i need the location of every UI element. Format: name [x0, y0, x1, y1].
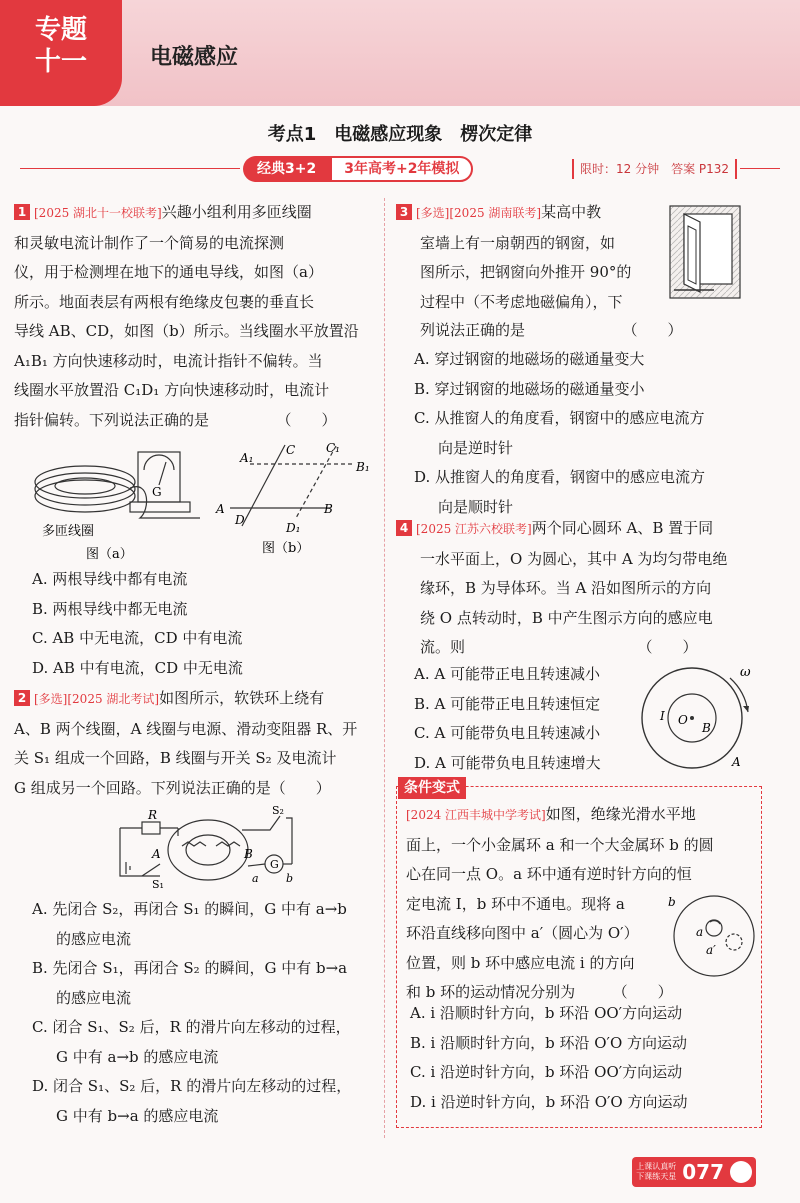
q2-fig-R: R	[148, 808, 158, 822]
q4-rings-figure	[630, 660, 770, 770]
section-title: 考点1 电磁感应现象 楞次定律	[267, 124, 533, 145]
q2-fig-b: b	[286, 872, 294, 885]
q1-line: A₁B₁ 方向快速移动时，电流计指针不偏转。当	[14, 351, 323, 370]
variant-option: A. i 沿顺时针方向，b 环沿 OO′方向运动	[410, 1004, 683, 1022]
q4-fig-B: B	[702, 721, 711, 735]
q3-option: D. 从推窗人的角度看，钢窗中的感应电流方	[414, 468, 706, 486]
pill-years: 3年高考+2年模拟	[330, 156, 473, 182]
q3-option: C. 从推窗人的角度看，钢窗中的感应电流方	[414, 409, 705, 427]
q1-line: 指针偏转。下列说法正确的是 （ ）	[14, 410, 337, 429]
q4-line: 一水平面上，O 为圆心，其中 A 为均匀带电绝	[420, 549, 728, 568]
time-limit-box: 限时：12 分钟 答案 P132	[572, 159, 737, 179]
q4-line: 缘环，B 为导体环。当 A 沿如图所示的方向	[420, 579, 712, 597]
question-4	[396, 514, 766, 663]
q2-fig-A: A	[152, 847, 161, 861]
q1-text: 兴趣小组利用多匝线圈	[161, 203, 312, 221]
q3-line: 室墙上有一扇朝西的钢窗，如	[420, 233, 616, 252]
q1-fig-A1: A₁	[240, 451, 254, 465]
variant-line: 心在同一点 O。a 环中通有逆时针方向的恒	[406, 865, 692, 883]
section-rule-left	[20, 168, 240, 169]
q2-option-cont: 的感应电流	[56, 929, 132, 948]
q1-fig-B1: B₁	[356, 460, 370, 474]
mascot-icon	[730, 1161, 752, 1183]
q1-fig-a-label: 图（a）	[86, 547, 133, 562]
topic-tag	[0, 0, 122, 106]
q4-line-0	[396, 514, 766, 545]
q1-fig-g: G	[152, 485, 162, 499]
q2-option-cont: 的感应电流	[56, 988, 132, 1007]
q2-fig-S1: S₁	[152, 878, 164, 890]
q1-coil-label: 多匝线圈	[42, 524, 95, 539]
q2-source: [多选][2025 湖北考试]	[34, 692, 160, 706]
question-3	[396, 198, 666, 317]
q4-source: [2025 江苏六校联考]	[416, 522, 532, 536]
page-footer	[632, 1157, 756, 1187]
q3-option: B. 穿过钢窗的地磁场的磁通量变小	[414, 379, 645, 398]
q1-fig-C: C	[286, 443, 296, 457]
q3-option-cont: 向是逆时针	[438, 438, 514, 457]
q3-options	[414, 345, 764, 522]
q2-number: 2	[14, 690, 30, 706]
q3-line: 图所示，把钢窗向外推开 90°的	[420, 263, 632, 281]
q1-line: 导线 AB、CD，如图（b）所示。当线圈水平放置沿	[14, 322, 359, 340]
q2-text: 如图所示，软铁环上绕有	[159, 689, 325, 707]
q1-line: 所示。地面表层有两根有绝缘皮包裹的垂直长	[14, 292, 315, 311]
q2-options	[32, 895, 372, 1131]
footer-slogan	[632, 1162, 680, 1182]
q4-line: 流。则 （ ）	[420, 638, 698, 656]
q4-fig-I: I	[660, 709, 665, 723]
q1-line-0	[14, 198, 374, 229]
q1-option: C. AB 中无电流，CD 中有电流	[32, 629, 243, 647]
q1-fig-D1: D₁	[286, 521, 301, 535]
coil-illustration	[35, 452, 200, 518]
q3-line: 过程中（不考虑地磁偏角），下	[420, 292, 623, 311]
question-2	[14, 684, 374, 803]
q4-option: D. A 可能带负电且转速增大	[414, 753, 601, 772]
variant-option: C. i 沿逆时针方向，b 环沿 OO′方向运动	[410, 1063, 683, 1081]
variant-line-0	[406, 800, 756, 831]
q3-source: [多选][2025 湖南联考]	[416, 206, 542, 220]
q2-line: A、B 两个线圈，A 线圈与电源、滑动变阻器 R、开	[14, 719, 358, 738]
q1-line: 线圈水平放置沿 C₁D₁ 方向快速移动时，电流计	[14, 381, 330, 399]
q1-fig-C1: C₁	[326, 441, 340, 455]
column-divider	[384, 198, 385, 1138]
q3-number: 3	[396, 204, 412, 220]
q1-number: 1	[14, 204, 30, 220]
q1-line: 仪，用于检测埋在地下的通电导线，如图（a）	[14, 263, 323, 281]
topic-tag-line1: 专题	[34, 15, 87, 45]
q4-text: 两个同心圆环 A、B 置于同	[531, 519, 714, 537]
variant-text: 如图，绝缘光滑水平地	[545, 805, 696, 823]
q2-fig-a: a	[252, 872, 259, 885]
q2-option: A. 先闭合 S₂，再闭合 S₁ 的瞬间，G 中有 a→b	[32, 900, 347, 918]
page-number: 077	[682, 1160, 724, 1184]
q1-options	[32, 565, 372, 683]
q3-last-line	[420, 316, 760, 346]
q1-fig-b-label: 图（b）	[262, 541, 310, 556]
q1-fig-D: D	[235, 513, 245, 527]
q2-circuit	[120, 816, 292, 880]
q1-figure	[30, 440, 380, 565]
q4-fig-A: A	[732, 755, 741, 769]
q2-option-cont: G 中有 b→a 的感应电流	[56, 1106, 219, 1125]
topic-tag-line2: 十一	[34, 47, 87, 77]
variant-source: [2024 江西丰城中学考试]	[406, 808, 546, 822]
variant-fig-a: a	[696, 925, 704, 939]
variant-tag: 条件变式	[398, 777, 466, 799]
q4-line: 绕 O 点转动时，B 中产生图示方向的感应电	[420, 608, 713, 627]
q2-figure	[112, 806, 302, 890]
footer-slogan-line2: 下课练天星	[636, 1172, 677, 1181]
section-pill	[243, 156, 473, 182]
variant-line: 定电流 I，b 环中不通电。现将 a	[406, 894, 625, 913]
q4-options	[414, 660, 644, 778]
q4-option: A. A 可能带正电且转速减小	[414, 665, 600, 683]
footer-slogan-line1: 上课认真听	[636, 1162, 677, 1171]
q1-option: B. 两根导线中都无电流	[32, 599, 188, 618]
section-rule-right	[740, 168, 780, 169]
variant-line: 面上，一个小金属环 a 和一个大金属环 b 的圆	[406, 835, 714, 854]
variant-fig-a-prime: a′	[706, 943, 716, 957]
q2-fig-S2: S₂	[272, 806, 284, 817]
q1-option: D. AB 中有电流，CD 中无电流	[32, 658, 243, 677]
q3-option-cont: 向是顺时针	[438, 497, 514, 516]
q2-option: B. 先闭合 S₁，再闭合 S₂ 的瞬间，G 中有 b→a	[32, 959, 348, 977]
q2-fig-G: G	[270, 858, 279, 871]
chapter-title: 电磁感应	[150, 45, 239, 70]
variant-line: 位置，则 b 环中感应电流 i 的方向	[406, 953, 635, 972]
q3-text: 某高中教	[541, 203, 602, 221]
q3-line-0	[396, 198, 666, 229]
q1-source: [2025 湖北十一校联考]	[34, 206, 162, 220]
question-1	[14, 198, 374, 435]
q2-option: C. 闭合 S₁、S₂ 后，R 的滑片向左移动的过程，	[32, 1018, 351, 1036]
variant-fig-b: b	[668, 895, 676, 909]
q3-line: 列说法正确的是 （ ）	[420, 321, 683, 339]
q2-option-cont: G 中有 a→b 的感应电流	[56, 1047, 219, 1066]
q3-window-figure	[666, 202, 746, 302]
q2-line-0	[14, 684, 374, 715]
q1-option: A. 两根导线中都有电流	[32, 570, 188, 588]
q4-option: B. A 可能带正电且转速恒定	[414, 694, 601, 713]
q4-option: C. A 可能带负电且转速减小	[414, 724, 601, 742]
q1-fig-B: B	[324, 502, 333, 516]
q2-option: D. 闭合 S₁、S₂ 后，R 的滑片向左移动的过程，	[32, 1077, 352, 1095]
pill-classic: 经典3+2	[243, 156, 330, 182]
q1-fig-A: A	[216, 502, 225, 516]
q2-fig-B: B	[244, 847, 253, 861]
q3-option: A. 穿过钢窗的地磁场的磁通量变大	[414, 350, 645, 368]
variant-option: B. i 沿顺时针方向，b 环沿 O′O 方向运动	[410, 1033, 688, 1052]
q4-number: 4	[396, 520, 412, 536]
q4-fig-omega: ω	[740, 665, 751, 680]
variant-options	[410, 999, 760, 1117]
variant-figure	[664, 888, 760, 988]
q4-fig-O: O	[678, 713, 688, 727]
q2-line: 关 S₁ 组成一个回路，B 线圈与开关 S₂ 及电流计	[14, 749, 337, 767]
q2-line: G 组成另一个回路。下列说法正确的是（ ）	[14, 778, 331, 797]
q1-line: 和灵敏电流计制作了一个简易的电流探测	[14, 233, 285, 252]
variant-line: 环沿直线移向图中 a′（圆心为 O′）	[406, 924, 639, 942]
variant-option: D. i 沿逆时针方向，b 环沿 O′O 方向运动	[410, 1092, 688, 1111]
variant-line: 和 b 环的运动情况分别为 （ ）	[406, 983, 673, 1001]
